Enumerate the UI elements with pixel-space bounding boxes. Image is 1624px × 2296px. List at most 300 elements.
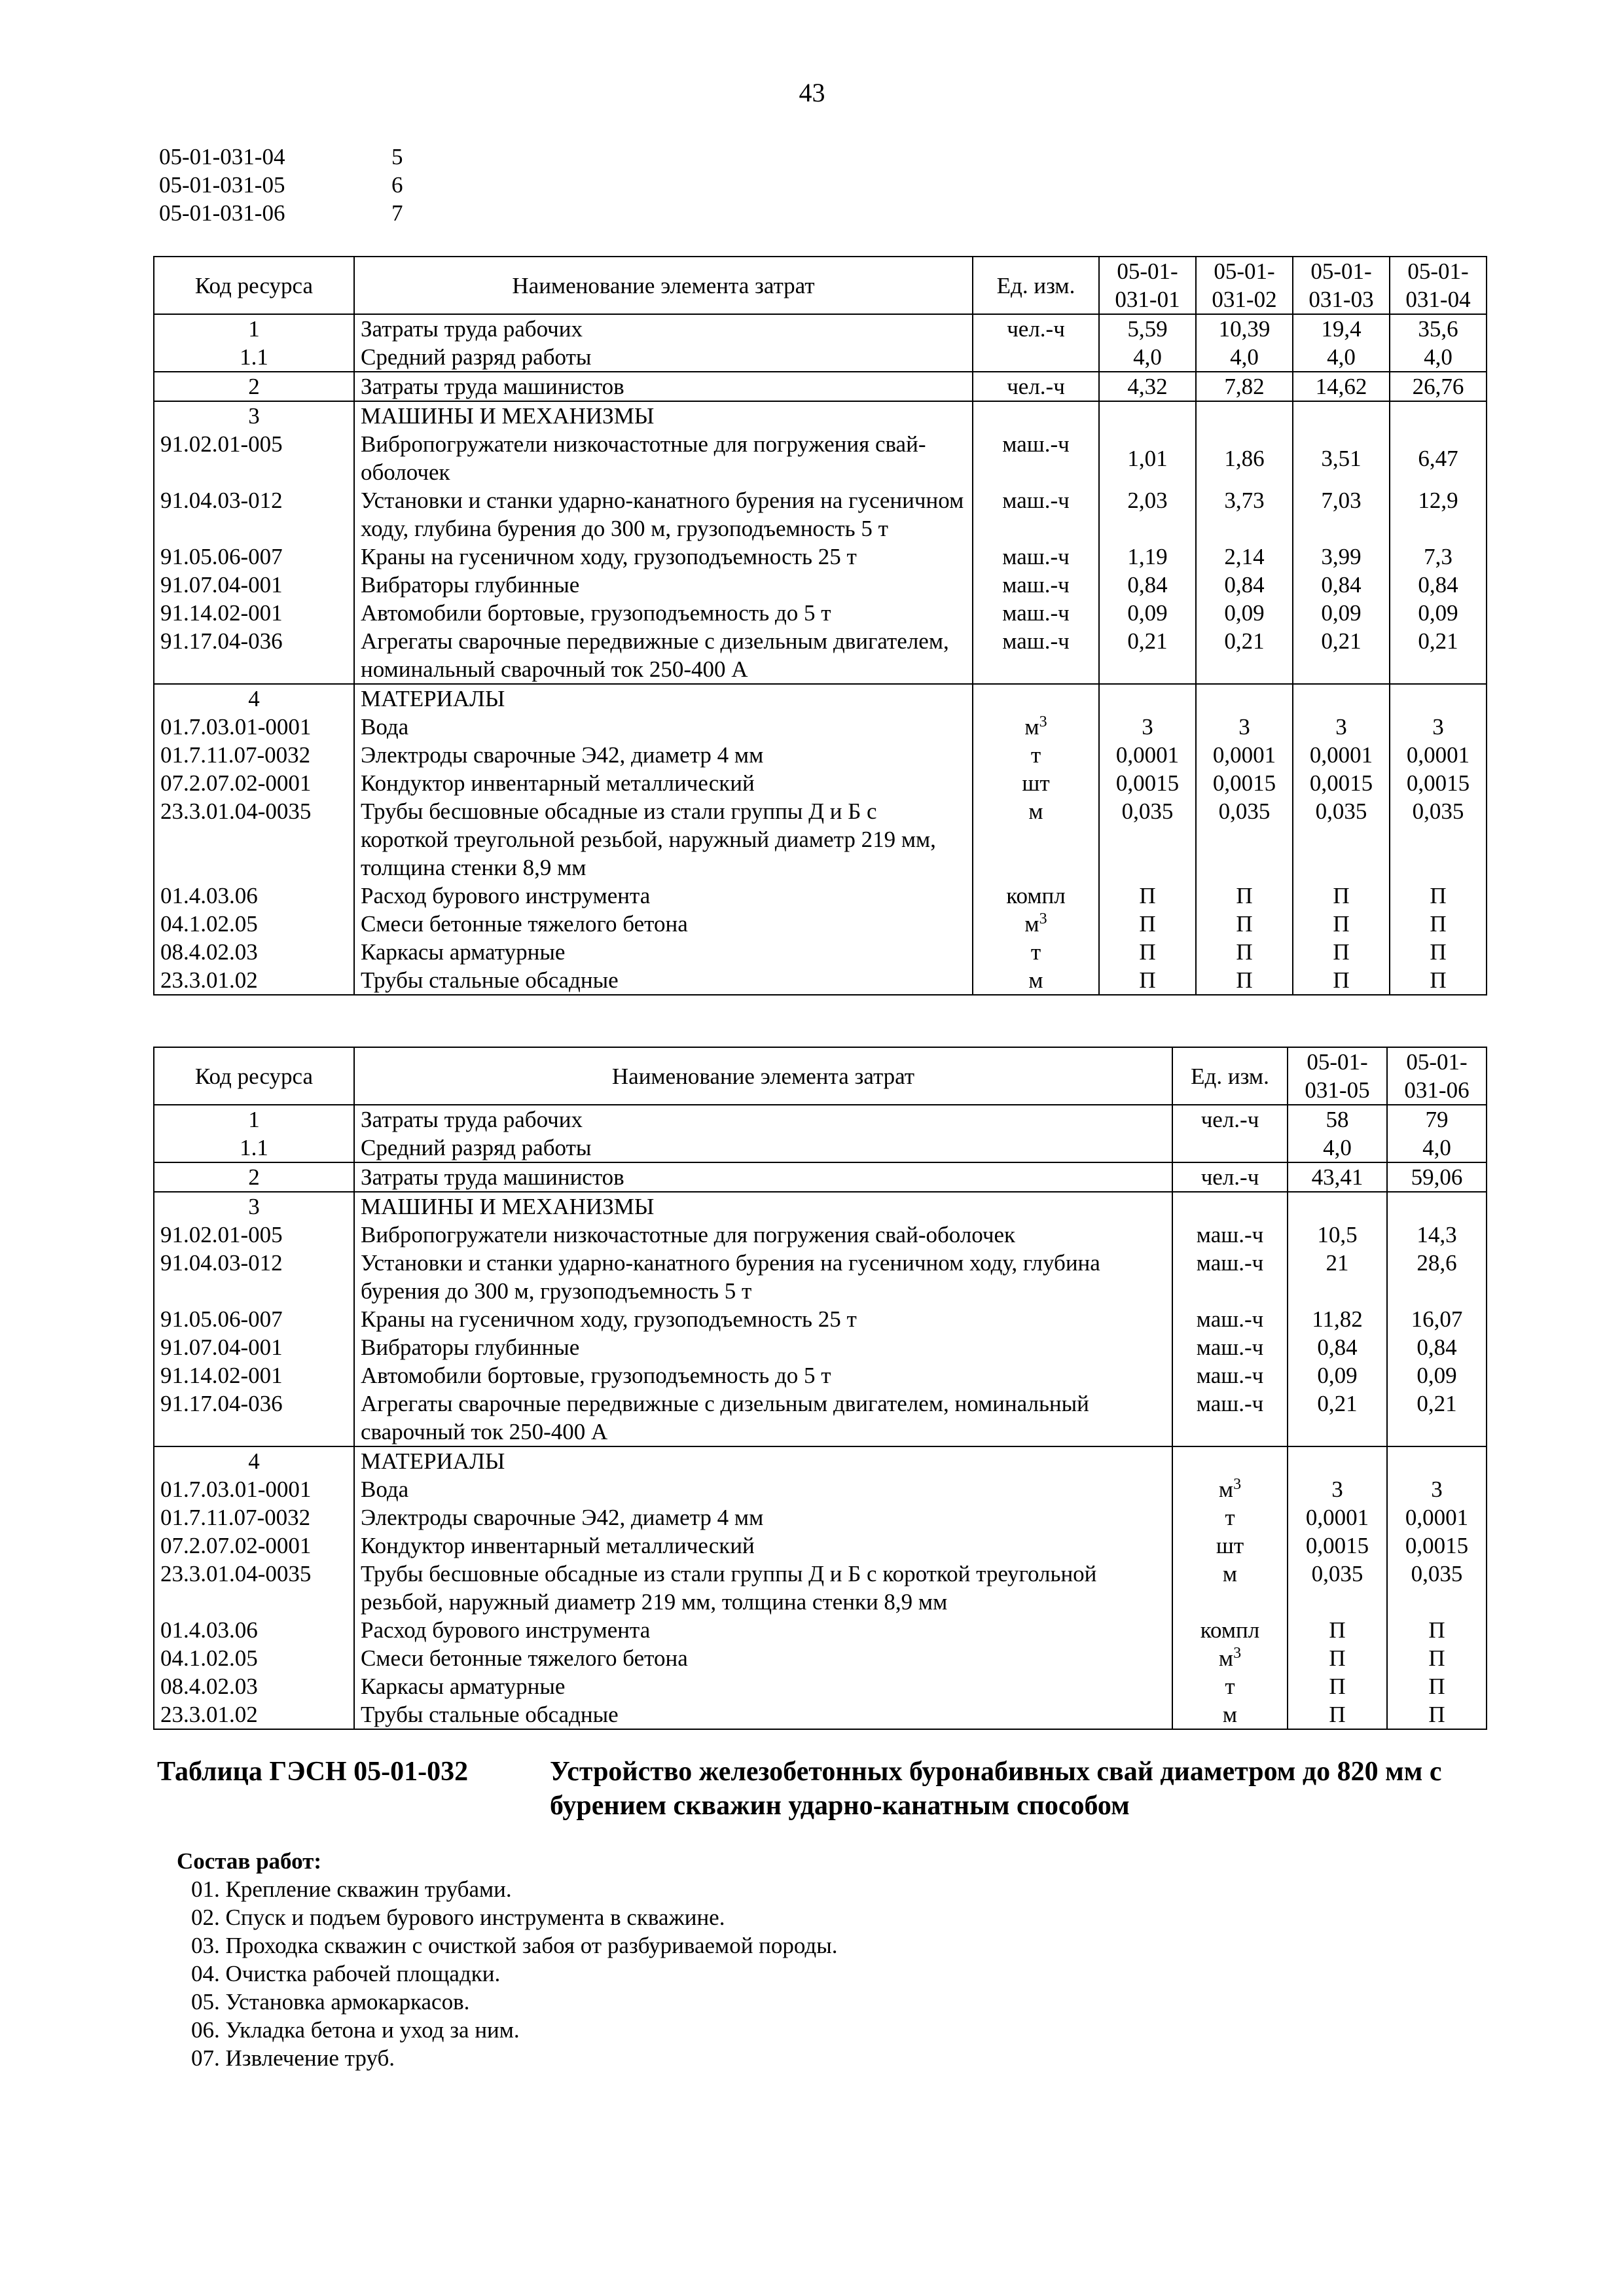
header-col: 05-01-031-03 [1293, 257, 1390, 314]
table-row [154, 627, 1487, 684]
table-row [154, 571, 1487, 599]
cell-name: Краны на гусеничном ходу, грузоподъемность 25 т [354, 543, 973, 571]
cell-unit [1172, 1249, 1288, 1305]
cell-unit [1172, 1616, 1288, 1644]
cell-value [1390, 684, 1487, 713]
cell-value: 4,0 [1099, 343, 1196, 372]
cell-value: П [1288, 1700, 1387, 1729]
cell-unit [973, 713, 1099, 741]
cell-code: 1 [154, 1105, 354, 1134]
cell-value: 3,99 [1293, 543, 1390, 571]
cell-value: 0,84 [1288, 1333, 1387, 1361]
cell-code: 07.2.07.02-0001 [154, 769, 354, 797]
cell-unit [1172, 1475, 1288, 1503]
cell-value [1196, 684, 1293, 713]
cell-name: МАШИНЫ И МЕХАНИЗМЫ [354, 401, 973, 430]
table-row [154, 314, 1487, 343]
cell-unit [1172, 1333, 1288, 1361]
cell-code: 91.04.03-012 [154, 1249, 354, 1305]
cell-unit-text: маш.-ч [1002, 600, 1070, 626]
cell-value: 43,41 [1288, 1162, 1387, 1192]
table-row [154, 1700, 1487, 1729]
cell-unit [1172, 1134, 1288, 1162]
cell-value: 0,035 [1387, 1560, 1487, 1616]
cell-name: Расход бурового инструмента [354, 882, 973, 910]
cell-value: 0,09 [1196, 599, 1293, 627]
table-row [154, 486, 1487, 543]
cell-unit [973, 882, 1099, 910]
cell-unit [1172, 1221, 1288, 1249]
cell-value: П [1293, 966, 1390, 995]
cell-unit [973, 627, 1099, 684]
table-row [154, 1249, 1487, 1305]
cell-unit-text: компл [1200, 1617, 1260, 1643]
cell-unit [1172, 1672, 1288, 1700]
cell-name: Вибраторы глубинные [354, 1333, 1172, 1361]
cell-unit-text: чел.-ч [1200, 1164, 1259, 1190]
cell-name: Расход бурового инструмента [354, 1616, 1172, 1644]
cell-code: 91.02.01-005 [154, 430, 354, 486]
cell-value: П [1390, 938, 1487, 966]
cell-value: П [1288, 1644, 1387, 1672]
cell-code: 91.14.02-001 [154, 1361, 354, 1390]
cell-value: 0,035 [1196, 797, 1293, 882]
cell-value: 0,0001 [1293, 741, 1390, 769]
cell-value: 0,0015 [1293, 769, 1390, 797]
caption-label: Таблица ГЭСН 05-01-032 [157, 1757, 469, 1787]
cell-value [1387, 1446, 1487, 1475]
cell-name: Вибропогружатели низкочастотные для погружения свай-оболочек [354, 430, 973, 486]
cell-unit-text: компл [1006, 883, 1066, 908]
cell-unit-text: маш.-ч [1002, 572, 1070, 598]
cell-unit-text: шт [1216, 1533, 1244, 1558]
header-col: 05-01-031-06 [1387, 1047, 1487, 1105]
cell-value: 26,76 [1390, 372, 1487, 401]
cell-value: П [1099, 882, 1196, 910]
cell-code: 23.3.01.04-0035 [154, 1560, 354, 1616]
cell-code: 07.2.07.02-0001 [154, 1532, 354, 1560]
cell-unit-text: маш.-ч [1002, 431, 1070, 457]
cell-value: 3,51 [1293, 430, 1390, 486]
code-list-number: 5 [391, 144, 403, 170]
code-list-code: 05-01-031-05 [159, 172, 285, 198]
work-composition-title: Состав работ: [177, 1848, 321, 1874]
work-composition [177, 1847, 837, 2072]
cell-unit [973, 684, 1099, 713]
cell-unit-text: чел.-ч [1007, 316, 1065, 342]
cell-name: Автомобили бортовые, грузоподъемность до 5 т [354, 1361, 1172, 1390]
cell-unit-superscript: 3 [1233, 1476, 1242, 1493]
cell-value [1387, 1192, 1487, 1221]
cell-name: Трубы стальные обсадные [354, 966, 973, 995]
table-row [154, 684, 1487, 713]
cell-unit [1172, 1700, 1288, 1729]
cell-code: 91.17.04-036 [154, 1390, 354, 1446]
cell-value: 4,0 [1293, 343, 1390, 372]
cell-unit-text: шт [1022, 770, 1050, 796]
cell-code: 01.7.11.07-0032 [154, 1503, 354, 1532]
cell-value: 0,0015 [1387, 1532, 1487, 1560]
cell-value: П [1288, 1616, 1387, 1644]
cell-name: Средний разряд работы [354, 343, 973, 372]
cell-unit-text: маш.-ч [1196, 1363, 1264, 1388]
cell-unit [973, 966, 1099, 995]
cell-unit [973, 938, 1099, 966]
cell-code: 2 [154, 1162, 354, 1192]
cell-value [1196, 401, 1293, 430]
cell-value: П [1196, 910, 1293, 938]
work-item: 05. Установка армокаркасов. [191, 1989, 470, 2015]
cell-value: 4,0 [1288, 1134, 1387, 1162]
cell-value: 7,03 [1293, 486, 1390, 543]
cell-value: П [1196, 938, 1293, 966]
cell-unit-text: маш.-ч [1002, 544, 1070, 569]
cell-unit [973, 797, 1099, 882]
caption-title: Устройство железобетонных буронабивных свай диаметром до 820 мм с бурением скважин ударно-канатным способом [550, 1757, 1442, 1821]
cell-value [1288, 1192, 1387, 1221]
cell-unit-text: маш.-ч [1196, 1222, 1264, 1247]
cell-value: 0,035 [1288, 1560, 1387, 1616]
work-item: 07. Извлечение труб. [191, 2045, 395, 2071]
table-row [154, 1503, 1487, 1532]
cell-unit-text: маш.-ч [1196, 1391, 1264, 1416]
cell-unit [973, 372, 1099, 401]
table-row [154, 430, 1487, 486]
cell-name: Электроды сварочные Э42, диаметр 4 мм [354, 741, 973, 769]
header-name: Наименование элемента затрат [354, 1047, 1172, 1105]
cell-unit [1172, 1532, 1288, 1560]
header-unit: Ед. изм. [1172, 1047, 1288, 1105]
table-row [154, 1192, 1487, 1221]
cell-value [1099, 684, 1196, 713]
cell-value: 0,84 [1390, 571, 1487, 599]
table-header-row [154, 257, 1487, 314]
table-row [154, 966, 1487, 995]
cell-value: 6,47 [1390, 430, 1487, 486]
header-col: 05-01-031-02 [1196, 257, 1293, 314]
cell-value: 0,09 [1387, 1361, 1487, 1390]
cell-value [1099, 401, 1196, 430]
page-number: 43 [799, 78, 825, 107]
cell-value: П [1196, 966, 1293, 995]
code-list [159, 143, 403, 227]
table-row [154, 1672, 1487, 1700]
cell-unit-text: м [1222, 1561, 1238, 1587]
cell-unit-text: чел.-ч [1200, 1107, 1259, 1132]
cell-value: 0,0001 [1390, 741, 1487, 769]
cell-name: Трубы бесшовные обсадные из стали группы Д и Б с короткой треугольной резьбой, наружный диаметр 219 мм, толщина стенки 8,9 мм [354, 1560, 1172, 1616]
cell-value: 16,07 [1387, 1305, 1487, 1333]
table-caption [157, 1755, 1499, 1823]
header-code: Код ресурса [154, 1047, 354, 1105]
cell-value: П [1387, 1672, 1487, 1700]
cell-unit-text: чел.-ч [1007, 374, 1065, 399]
cell-code: 91.17.04-036 [154, 627, 354, 684]
cell-code: 08.4.02.03 [154, 1672, 354, 1700]
cell-unit [1172, 1105, 1288, 1134]
cell-value: П [1099, 938, 1196, 966]
code-list-code: 05-01-031-06 [159, 200, 285, 226]
cell-value: 79 [1387, 1105, 1487, 1134]
cell-name: Затраты труда машинистов [354, 1162, 1172, 1192]
cell-code: 2 [154, 372, 354, 401]
cell-value: 0,0015 [1196, 769, 1293, 797]
work-item: 04. Очистка рабочей площадки. [191, 1961, 501, 1986]
cell-value: 4,32 [1099, 372, 1196, 401]
cell-value: П [1387, 1616, 1487, 1644]
cell-value: 10,39 [1196, 314, 1293, 343]
header-name: Наименование элемента затрат [354, 257, 973, 314]
cell-value: 0,21 [1293, 627, 1390, 684]
cell-value: П [1293, 910, 1390, 938]
cell-code: 91.02.01-005 [154, 1221, 354, 1249]
cell-name: Каркасы арматурные [354, 1672, 1172, 1700]
code-list-row [159, 199, 403, 227]
cell-unit-text: м [1028, 967, 1043, 993]
cell-unit-text: маш.-ч [1196, 1306, 1264, 1332]
cell-name: Краны на гусеничном ходу, грузоподъемность 25 т [354, 1305, 1172, 1333]
cell-value: 58 [1288, 1105, 1387, 1134]
cell-value: 59,06 [1387, 1162, 1487, 1192]
cell-value: 0,0001 [1288, 1503, 1387, 1532]
cell-code: 4 [154, 1446, 354, 1475]
code-list-number: 6 [391, 172, 403, 198]
cell-unit [1172, 1361, 1288, 1390]
cell-value: 14,62 [1293, 372, 1390, 401]
table-row [154, 1105, 1487, 1134]
cell-code: 23.3.01.04-0035 [154, 797, 354, 882]
cell-value: П [1196, 882, 1293, 910]
cell-code: 91.07.04-001 [154, 571, 354, 599]
cell-value: П [1390, 882, 1487, 910]
table-row [154, 599, 1487, 627]
cell-value: 0,09 [1390, 599, 1487, 627]
cell-value: 0,84 [1196, 571, 1293, 599]
cell-value [1293, 684, 1390, 713]
cell-value: П [1288, 1672, 1387, 1700]
cell-value: 1,19 [1099, 543, 1196, 571]
cell-name: МАШИНЫ И МЕХАНИЗМЫ [354, 1192, 1172, 1221]
cell-name: Вибропогружатели низкочастотные для погружения свай-оболочек [354, 1221, 1172, 1249]
table-row [154, 1162, 1487, 1192]
cell-value: П [1390, 966, 1487, 995]
cell-value: П [1099, 966, 1196, 995]
cell-code: 91.14.02-001 [154, 599, 354, 627]
cell-code: 4 [154, 684, 354, 713]
table-row [154, 1560, 1487, 1616]
cell-unit [1172, 1390, 1288, 1446]
cell-unit-text: м [1222, 1702, 1238, 1727]
header-col: 05-01-031-04 [1390, 257, 1487, 314]
cell-value: 21 [1288, 1249, 1387, 1305]
cell-name: Вода [354, 713, 973, 741]
table-row [154, 1475, 1487, 1503]
cell-unit-superscript: 3 [1039, 713, 1047, 730]
cell-value: 11,82 [1288, 1305, 1387, 1333]
header-code: Код ресурса [154, 257, 354, 314]
cell-unit [973, 910, 1099, 938]
header-unit: Ед. изм. [973, 257, 1099, 314]
cell-value: 0,21 [1288, 1390, 1387, 1446]
cell-name: Каркасы арматурные [354, 938, 973, 966]
cell-unit [973, 486, 1099, 543]
table-row [154, 372, 1487, 401]
cell-value: 35,6 [1390, 314, 1487, 343]
table-row [154, 1616, 1487, 1644]
cell-name: Кондуктор инвентарный металлический [354, 1532, 1172, 1560]
cell-code: 01.7.11.07-0032 [154, 741, 354, 769]
cell-unit-text: м [1218, 1477, 1234, 1502]
cell-unit [973, 571, 1099, 599]
cell-unit-text: маш.-ч [1196, 1335, 1264, 1360]
work-item: 03. Проходка скважин с очисткой забоя от разбуриваемой породы. [191, 1933, 838, 1958]
table-row [154, 543, 1487, 571]
cell-name: Установки и станки ударно-канатного бурения на гусеничном ходу, глубина бурения до 300 м, грузоподъемность 5 т [354, 1249, 1172, 1305]
cell-name: Кондуктор инвентарный металлический [354, 769, 973, 797]
cell-code: 1.1 [154, 343, 354, 372]
cell-value: 5,59 [1099, 314, 1196, 343]
cell-code: 23.3.01.02 [154, 966, 354, 995]
cell-code: 1 [154, 314, 354, 343]
cell-value: П [1387, 1644, 1487, 1672]
table-row [154, 1532, 1487, 1560]
cell-name: Установки и станки ударно-канатного бурения на гусеничном ходу, глубина бурения до 300 м, грузоподъемность 5 т [354, 486, 973, 543]
table-row [154, 882, 1487, 910]
cell-unit [1172, 1305, 1288, 1333]
cell-value: 0,0015 [1099, 769, 1196, 797]
cell-value: 0,09 [1288, 1361, 1387, 1390]
table-row [154, 1361, 1487, 1390]
cell-value: 0,0001 [1099, 741, 1196, 769]
table-row [154, 1305, 1487, 1333]
cell-name: Средний разряд работы [354, 1134, 1172, 1162]
cell-value: 3 [1387, 1475, 1487, 1503]
cell-unit-text: м [1028, 798, 1043, 824]
resource-table-1 [153, 256, 1487, 996]
header-col: 05-01-031-01 [1099, 257, 1196, 314]
cell-value: 3 [1196, 713, 1293, 741]
cell-name: Трубы бесшовные обсадные из стали группы Д и Б с короткой треугольной резьбой, наружный диаметр 219 мм, толщина стенки 8,9 мм [354, 797, 973, 882]
cell-value: П [1293, 882, 1390, 910]
cell-unit-text: т [1225, 1674, 1235, 1699]
cell-value: 0,0015 [1390, 769, 1487, 797]
cell-name: Затраты труда машинистов [354, 372, 973, 401]
cell-code: 91.05.06-007 [154, 543, 354, 571]
cell-code: 08.4.02.03 [154, 938, 354, 966]
cell-unit [1172, 1446, 1288, 1475]
work-item: 02. Спуск и подъем бурового инструмента в скважине. [191, 1905, 725, 1930]
cell-value: 0,21 [1387, 1390, 1487, 1446]
cell-code: 01.4.03.06 [154, 1616, 354, 1644]
cell-name: Затраты труда рабочих [354, 314, 973, 343]
cell-unit [1172, 1644, 1288, 1672]
cell-value: 1,86 [1196, 430, 1293, 486]
table-row [154, 713, 1487, 741]
table-row [154, 741, 1487, 769]
cell-unit [973, 343, 1099, 372]
cell-unit [973, 401, 1099, 430]
cell-name: МАТЕРИАЛЫ [354, 1446, 1172, 1475]
table-row [154, 343, 1487, 372]
cell-unit [1172, 1192, 1288, 1221]
table-row [154, 1446, 1487, 1475]
cell-code: 91.05.06-007 [154, 1305, 354, 1333]
cell-value: 2,14 [1196, 543, 1293, 571]
cell-unit [973, 599, 1099, 627]
cell-code: 04.1.02.05 [154, 1644, 354, 1672]
cell-code: 91.07.04-001 [154, 1333, 354, 1361]
cell-value: 0,035 [1390, 797, 1487, 882]
cell-value: 0,09 [1099, 599, 1196, 627]
table-row [154, 797, 1487, 882]
resource-table-2 [153, 1047, 1487, 1730]
cell-unit-text: маш.-ч [1002, 628, 1070, 654]
cell-value: 0,84 [1099, 571, 1196, 599]
cell-name: Автомобили бортовые, грузоподъемность до 5 т [354, 599, 973, 627]
cell-unit-text: м [1024, 714, 1039, 740]
cell-value: 19,4 [1293, 314, 1390, 343]
cell-unit-text: м [1024, 911, 1039, 937]
table-row [154, 1644, 1487, 1672]
cell-value: 3 [1288, 1475, 1387, 1503]
cell-value: 3 [1293, 713, 1390, 741]
table-row [154, 401, 1487, 430]
cell-value: 0,0015 [1288, 1532, 1387, 1560]
cell-unit-text: т [1030, 742, 1041, 768]
table-row [154, 938, 1487, 966]
code-list-code: 05-01-031-04 [159, 144, 285, 170]
cell-value: 0,84 [1293, 571, 1390, 599]
header-col: 05-01-031-05 [1288, 1047, 1387, 1105]
cell-name: Электроды сварочные Э42, диаметр 4 мм [354, 1503, 1172, 1532]
cell-value: 0,84 [1387, 1333, 1487, 1361]
cell-code: 01.7.03.01-0001 [154, 713, 354, 741]
work-item: 06. Укладка бетона и уход за ним. [191, 2017, 520, 2043]
cell-unit-text: м [1218, 1645, 1234, 1671]
cell-value: 0,0001 [1196, 741, 1293, 769]
table-row [154, 1333, 1487, 1361]
cell-value: 0,035 [1293, 797, 1390, 882]
cell-unit-text: маш.-ч [1196, 1250, 1264, 1276]
cell-unit-text: т [1225, 1505, 1235, 1530]
cell-value: 14,3 [1387, 1221, 1487, 1249]
cell-name: Вибраторы глубинные [354, 571, 973, 599]
cell-value: П [1390, 910, 1487, 938]
table-row [154, 910, 1487, 938]
cell-code: 91.04.03-012 [154, 486, 354, 543]
cell-unit [1172, 1503, 1288, 1532]
cell-value: 3 [1390, 713, 1487, 741]
cell-value: 2,03 [1099, 486, 1196, 543]
cell-value: 3,73 [1196, 486, 1293, 543]
cell-unit [1172, 1162, 1288, 1192]
cell-value: 1,01 [1099, 430, 1196, 486]
cell-value: 4,0 [1387, 1134, 1487, 1162]
cell-value: 0,035 [1099, 797, 1196, 882]
code-list-row [159, 143, 403, 171]
cell-value: 10,5 [1288, 1221, 1387, 1249]
cell-unit-text: т [1030, 939, 1041, 965]
cell-value: 3 [1099, 713, 1196, 741]
cell-unit [973, 769, 1099, 797]
cell-code: 1.1 [154, 1134, 354, 1162]
cell-unit [973, 430, 1099, 486]
cell-code: 04.1.02.05 [154, 910, 354, 938]
table-row [154, 769, 1487, 797]
cell-value: 7,3 [1390, 543, 1487, 571]
cell-name: Смеси бетонные тяжелого бетона [354, 910, 973, 938]
cell-name: Смеси бетонные тяжелого бетона [354, 1644, 1172, 1672]
